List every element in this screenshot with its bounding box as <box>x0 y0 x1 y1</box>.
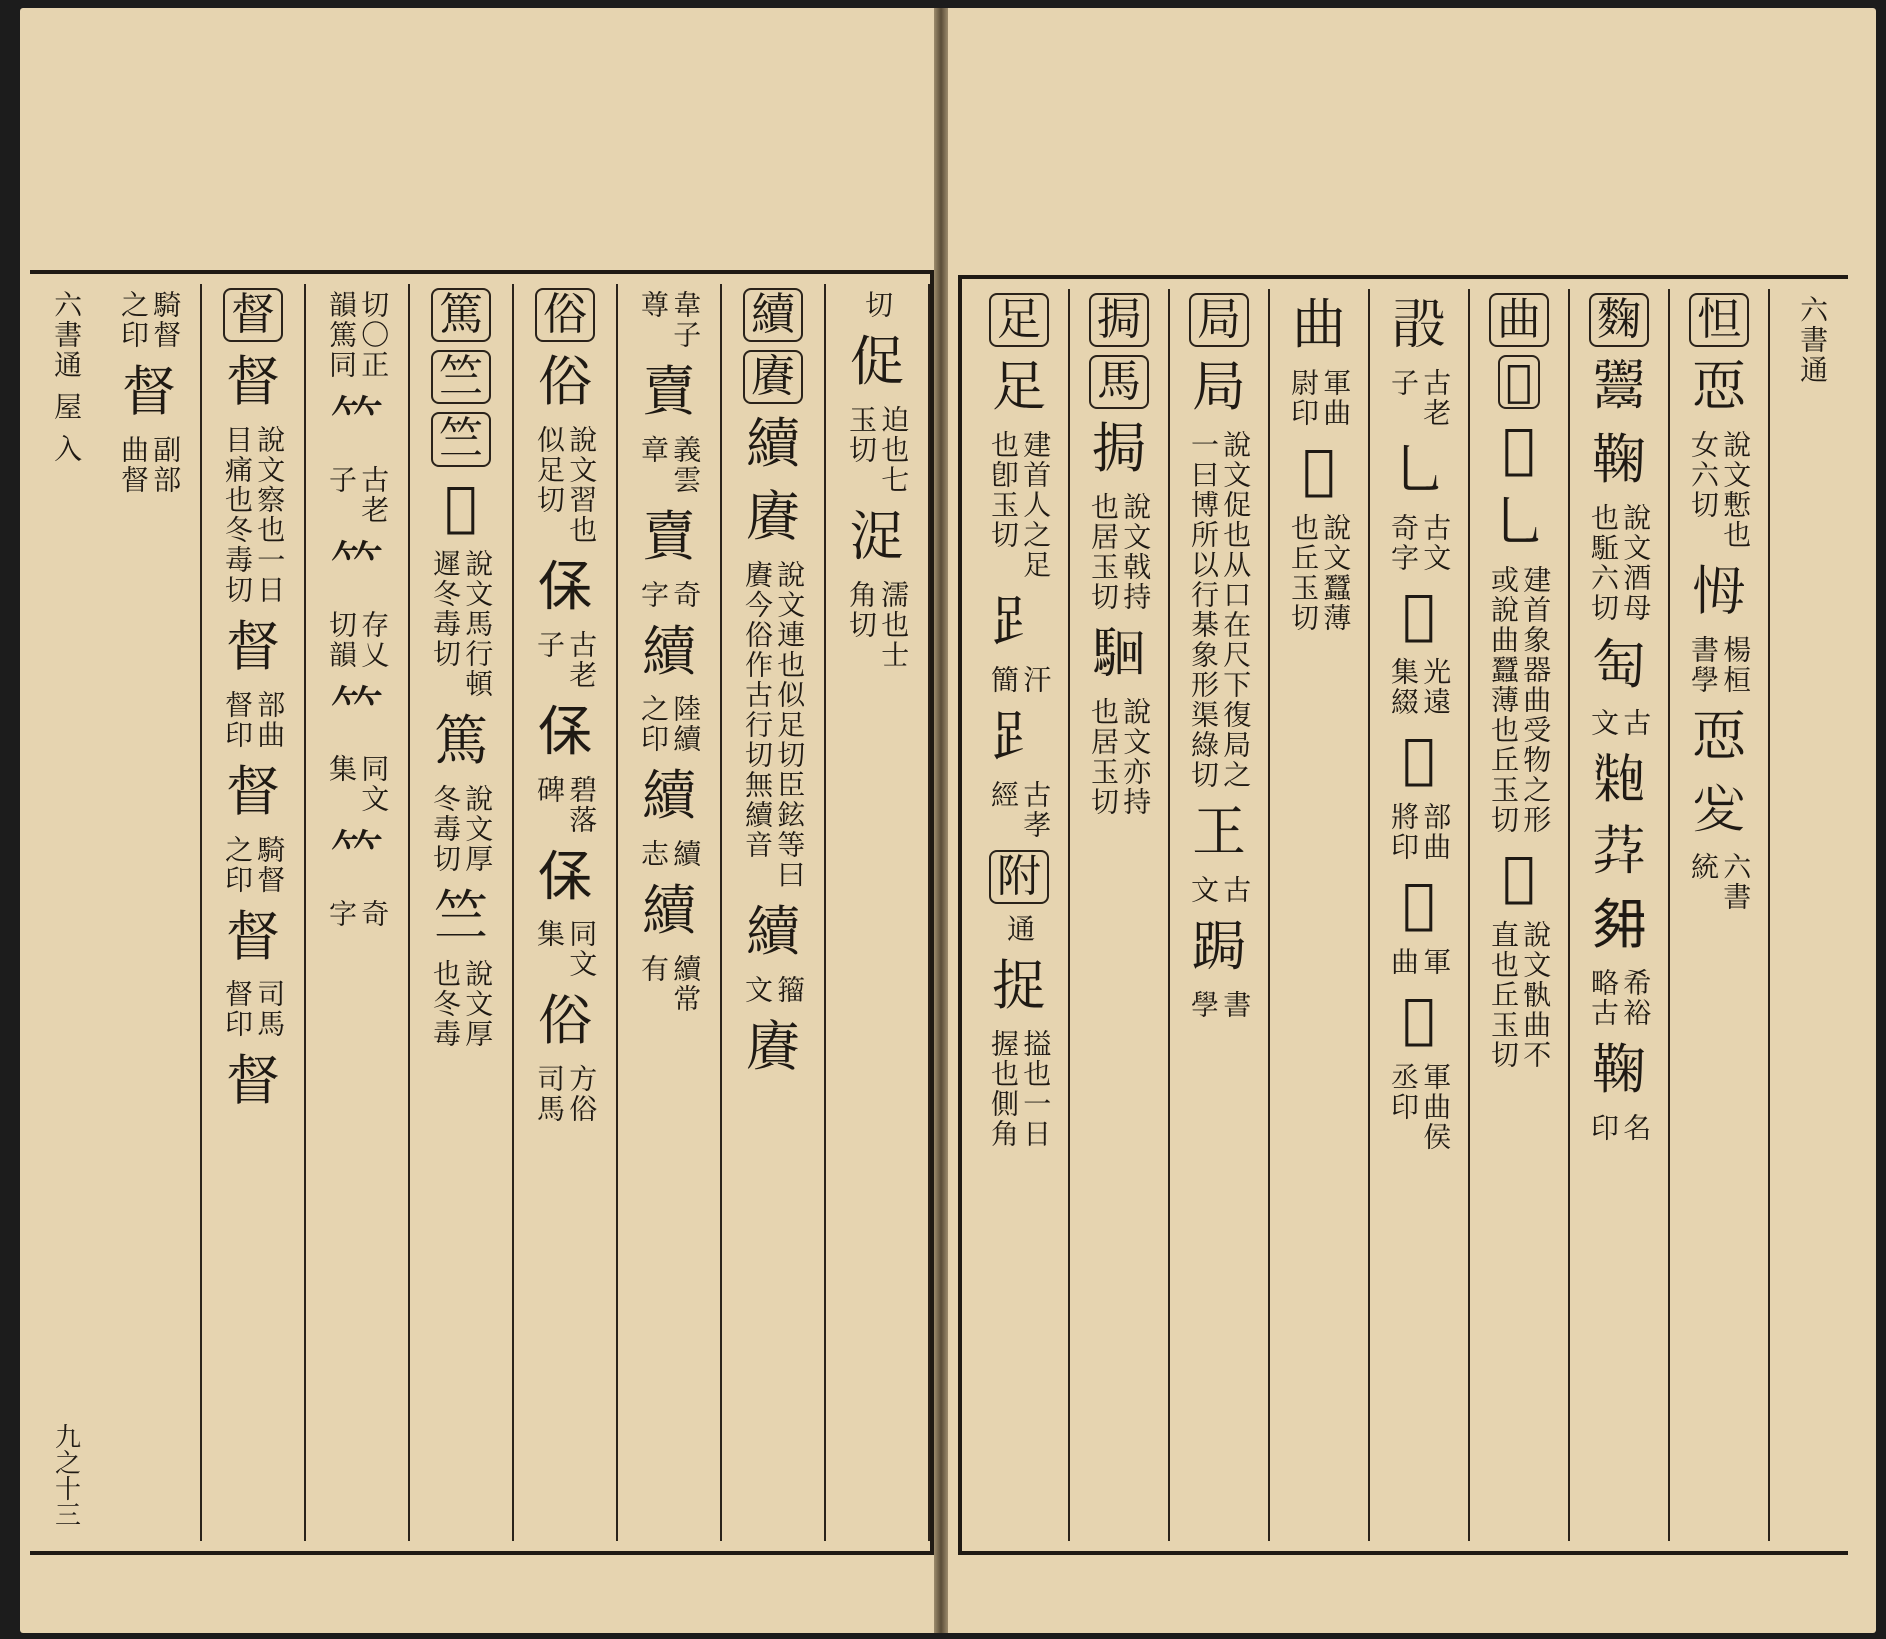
seal-glyph: 捉 <box>992 953 1046 1017</box>
seal-glyph: 恧 <box>1692 355 1746 419</box>
seal-glyph: 𠚕 <box>1402 872 1436 936</box>
margin-tone-label: 入 <box>50 434 84 464</box>
annotation-text: 古文 奇字 <box>1387 512 1453 573</box>
right-page-column <box>1470 289 1570 1541</box>
book-gutter <box>934 8 948 1633</box>
annotation-text: 說文習也 似足切 <box>533 424 599 545</box>
left-page-column <box>410 284 514 1541</box>
seal-glyph: 俗 <box>538 989 592 1053</box>
left-page-column <box>202 284 306 1541</box>
annotation-text: 軍 曲 <box>1387 946 1453 977</box>
boxed-head-character: 竺 <box>431 412 491 466</box>
annotation-text: 汗 簡 <box>987 664 1053 695</box>
seal-glyph: 𩱧 <box>1592 355 1646 419</box>
annotation-text: 副部 曲督 <box>117 434 183 495</box>
seal-glyph: 篤 <box>434 709 488 773</box>
margin-book-title: 六書通 <box>1796 295 1830 385</box>
seal-glyph: 𠚕 <box>1402 727 1436 791</box>
boxed-head-character: 足 <box>989 293 1049 347</box>
annotation-text: 迫也七 玉切 <box>845 404 911 495</box>
seal-glyph: 續 <box>746 899 800 963</box>
seal-glyph: 𧶠 <box>642 360 696 423</box>
seal-glyph: 浞 <box>850 504 904 568</box>
seal-glyph: 鞠 <box>1592 1037 1646 1101</box>
annotation-text: 存乂 切韻 <box>325 609 391 670</box>
right-page-column <box>970 289 1070 1541</box>
seal-glyph: 竺 <box>434 884 488 948</box>
left-page-column <box>306 284 410 1541</box>
seal-glyph: 局 <box>1192 355 1246 419</box>
seal-glyph: 挶 <box>1092 417 1146 481</box>
annotation-text: 說文促也从口在尺下復局之 一曰博所以行棊象形渠綠切 <box>1187 429 1253 790</box>
seal-glyph: 續 <box>746 412 800 476</box>
margin-rhyme-label: 屋 <box>50 392 84 422</box>
annotation-text: 碧落 碑 <box>533 774 599 835</box>
seal-glyph: 𦉛 <box>1302 437 1336 501</box>
seal-glyph: 𠈃 <box>538 844 592 908</box>
right-page-column <box>1370 289 1470 1541</box>
annotation-text: 說文亦持 也居玉切 <box>1087 696 1153 817</box>
seal-glyph: 𦮘 <box>1592 820 1646 884</box>
annotation-text: 古孝 經 <box>987 779 1053 840</box>
right-page-frame <box>958 275 1848 1555</box>
seal-glyph: 俗 <box>538 350 592 414</box>
annotation-text: 同文 集 <box>325 754 391 815</box>
page-number: 九之十三 <box>50 1423 81 1527</box>
boxed-head-character: 挶 <box>1089 293 1149 347</box>
seal-glyph: 𧾷 <box>992 589 1046 653</box>
annotation-text: 同文 集 <box>533 919 599 980</box>
left-page-column <box>514 284 618 1541</box>
left-page <box>20 8 934 1633</box>
seal-glyph: 督 <box>226 904 280 968</box>
seal-glyph: 督 <box>226 350 280 414</box>
seal-glyph: 續 <box>642 764 696 828</box>
boxed-head-character: 麴 <box>1589 293 1649 347</box>
annotation-text: 古老 子 <box>325 464 391 525</box>
boxed-head-character: 竺 <box>431 350 491 404</box>
boxed-head-character: 續 <box>743 288 803 342</box>
right-page-column <box>1070 289 1170 1541</box>
annotation-text: 說文戟持 也居玉切 <box>1087 492 1153 613</box>
seal-glyph: 𠣺 <box>1592 747 1646 811</box>
seal-glyph: 乚 <box>1392 437 1446 501</box>
seal-glyph: 𥫗 <box>330 679 384 743</box>
annotation-text: 古老 子 <box>1387 367 1453 428</box>
seal-glyph: 鞠 <box>1592 427 1646 491</box>
annotation-text: 建首象器曲受物之形 或說曲蠶薄也丘玉切 <box>1487 564 1553 835</box>
right-page-column <box>1570 289 1670 1541</box>
seal-glyph: 恧 <box>1692 704 1746 768</box>
seal-glyph: 督 <box>226 759 280 823</box>
boxed-head-character: 𠚕 <box>1498 355 1540 409</box>
boxed-head-character: 俗 <box>535 288 595 342</box>
seal-glyph: 𧶠 <box>642 504 696 568</box>
annotation-text: 光遠 集綴 <box>1387 657 1453 718</box>
seal-glyph: 足 <box>992 355 1046 419</box>
annotation-text: 搤也一日 握也側角 <box>987 1028 1053 1149</box>
annotation-text: 方俗 司馬 <box>533 1064 599 1125</box>
annotation-text: 說文馬行頓 遲冬毒切 <box>429 549 495 700</box>
annotation-text: 名 印 <box>1587 1112 1653 1143</box>
seal-glyph: 𩢱 <box>1092 622 1146 686</box>
annotation-text: 部曲 將印 <box>1387 802 1453 863</box>
annotation-text: 楊桓 書學 <box>1687 634 1753 695</box>
boxed-head-character: 篤 <box>431 288 491 342</box>
right-page-column <box>1170 289 1270 1541</box>
annotation-text: 說文慙也 女六切 <box>1687 429 1753 550</box>
annotation-text: 軍曲 尉印 <box>1287 367 1353 428</box>
right-page-column <box>1670 289 1770 1541</box>
seal-glyph: 乚 <box>1492 490 1546 554</box>
annotation-text: 奇 字 <box>325 899 391 930</box>
annotation-text: 司馬 督印 <box>221 979 287 1040</box>
seal-glyph: 𠚕 <box>1402 582 1436 646</box>
boxed-head-character: 怛 <box>1689 293 1749 347</box>
annotation-text: 奇 字 <box>637 579 703 610</box>
seal-glyph: 𠈃 <box>538 699 592 763</box>
boxed-head-character: 賡 <box>743 350 803 404</box>
annotation-text: 古 文 <box>1187 874 1253 905</box>
seal-glyph: 𠈃 <box>538 554 592 618</box>
seal-glyph: 𥫗 <box>330 390 384 453</box>
annotation-text: 古老 子 <box>533 629 599 690</box>
annotation-text: 部曲 督印 <box>221 689 287 750</box>
right-page-column <box>1270 289 1370 1541</box>
left-page-column <box>826 284 930 1541</box>
annotation-text: 希裕 略古 <box>1587 967 1653 1028</box>
boxed-head-character: 馬 <box>1089 355 1149 409</box>
left-page-column <box>722 284 826 1541</box>
seal-glyph: 𧾷 <box>992 704 1046 768</box>
annotation-text: 說文厚 冬毒切 <box>429 784 495 875</box>
seal-glyph: 𢖻 <box>1692 777 1746 841</box>
left-page-column <box>98 284 202 1541</box>
seal-glyph: 督 <box>122 360 176 423</box>
left-margin-column <box>34 284 98 1541</box>
seal-glyph: 賡 <box>746 485 800 549</box>
annotation-text: 說文酒母 也駈六切 <box>1587 502 1653 623</box>
seal-glyph: 跼 <box>1192 914 1246 978</box>
seal-glyph: 匋 <box>1592 632 1646 696</box>
annotation-text: 切 <box>861 290 895 320</box>
annotation-text: 軍曲侯 丞印 <box>1387 1061 1453 1152</box>
seal-glyph: 續 <box>642 619 696 683</box>
right-margin-column <box>1776 289 1848 1541</box>
seal-glyph: 𠚕 <box>1502 417 1536 481</box>
seal-glyph: 賡 <box>746 1014 800 1078</box>
annotation-text: 六書 統 <box>1687 852 1753 913</box>
seal-glyph: 𥷊 <box>444 474 478 538</box>
annotation-text: 古 文 <box>1587 707 1653 738</box>
left-page-column <box>618 284 722 1541</box>
seal-glyph: 𢘃 <box>1692 559 1746 623</box>
annotation-text: 韋子 尊 <box>637 290 703 350</box>
left-page-frame <box>30 270 934 1555</box>
annotation-text: 建首人之足 也卽玉切 <box>987 429 1053 580</box>
seal-glyph: 𥫗 <box>330 534 384 598</box>
annotation-text: 騎督 之印 <box>221 834 287 895</box>
boxed-head-character: 局 <box>1189 293 1249 347</box>
seal-glyph: 促 <box>850 330 904 393</box>
annotation-text: 說文蠶薄 也丘玉切 <box>1287 512 1353 633</box>
annotation-text: 說文察也一日 目痛也冬毒切 <box>221 424 287 605</box>
annotation-text: 義雲 章 <box>637 434 703 495</box>
annotation-text: 書 學 <box>1187 989 1253 1020</box>
seal-glyph: 曲 <box>1292 293 1346 356</box>
seal-glyph: 督 <box>226 614 280 678</box>
seal-glyph: 𠚕 <box>1402 986 1436 1050</box>
annotation-text: 續 志 <box>637 839 703 870</box>
boxed-head-character: 督 <box>223 288 283 342</box>
annotation-text: 騎督 之印 <box>117 290 183 350</box>
annotation-text: 續常 有 <box>637 953 703 1014</box>
seal-glyph: 㠪 <box>1192 799 1246 863</box>
right-page <box>948 8 1876 1633</box>
annotation-text: 說文厚 也冬毒 <box>429 958 495 1049</box>
seal-glyph: 續 <box>642 879 696 943</box>
annotation-text: 說文骫曲不 直也丘玉切 <box>1487 919 1553 1070</box>
seal-glyph: 𣪏 <box>1392 293 1446 356</box>
annotation-text: 說文連也似足切臣鉉等曰 賡今俗作古行切無續音 <box>741 559 807 890</box>
annotation-text: 切〇正 韻篤同 <box>325 290 391 380</box>
seal-glyph: 𠚕 <box>1502 844 1536 908</box>
annotation-text: 通 <box>1003 913 1037 944</box>
annotation-text: 濡也士 角切 <box>845 579 911 670</box>
annotation-text: 陸續 之印 <box>637 694 703 755</box>
boxed-head-character: 附 <box>989 850 1049 904</box>
seal-glyph: 督 <box>226 1049 280 1113</box>
seal-glyph: 𡖔 <box>1592 893 1646 957</box>
margin-book-title: 六書通 <box>50 290 84 380</box>
annotation-text: 籀 文 <box>741 974 807 1005</box>
boxed-head-character: 曲 <box>1489 293 1549 347</box>
seal-glyph: 𥫗 <box>330 824 384 888</box>
